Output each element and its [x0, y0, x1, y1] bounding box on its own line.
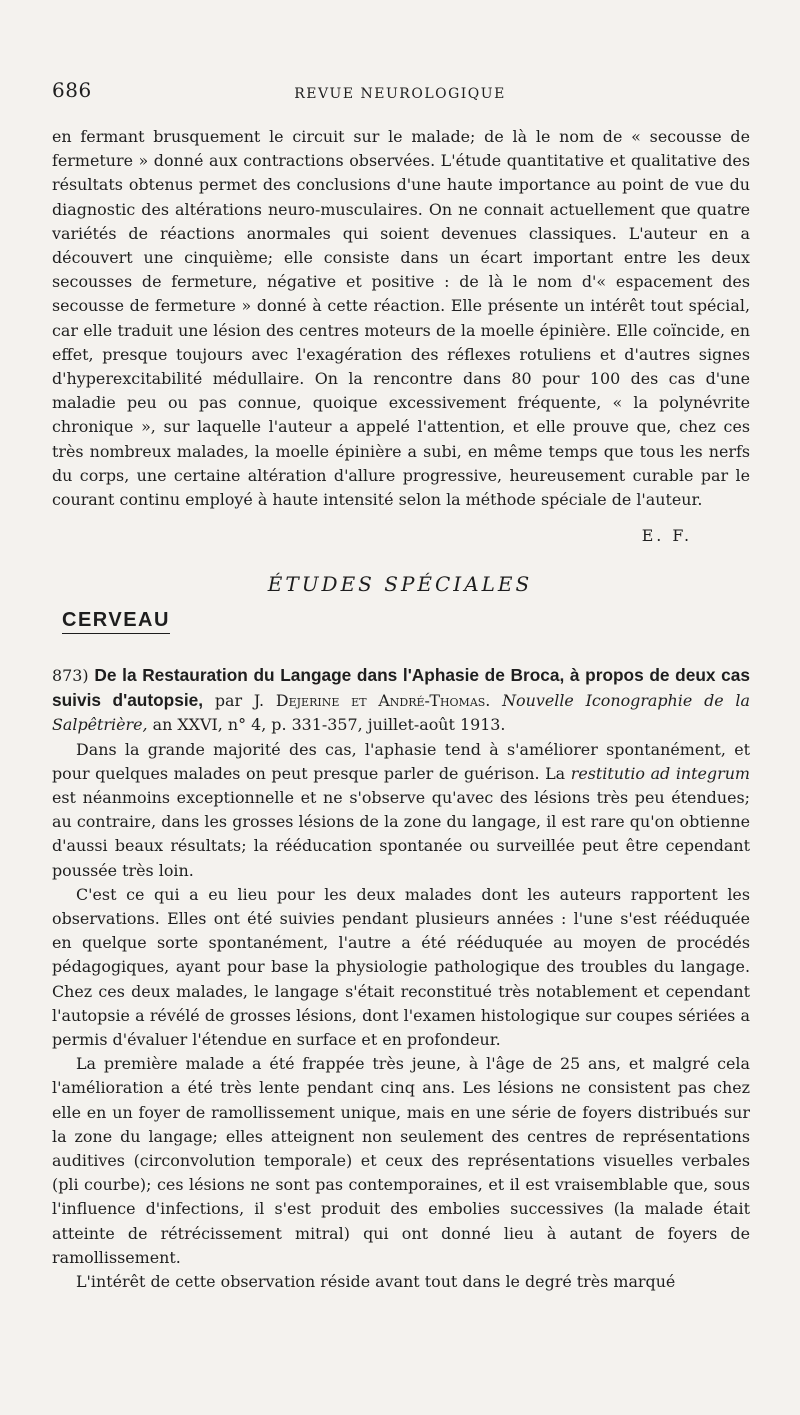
body-paragraph-3: La première malade a été frappée très jeune, à l'âge de 25 ans, et malgré cela l'amélioration a été très lente pendant cinq ans. Les lésions ne consistent pas chez elle en un foyer de ramollissement unique, mais en une série de foyers distribués sur la zone du langage; elles atteignent non seulement des centres de représentations auditives (circonvolution temporale) et ceux des représentations visuelles verbales (pli courbe); ces lésions ne sont pas contemporaines, et il est vraisemblable que, sous l'influence d'infections, il s'est produit des embolies successives (la malade était atteinte de rétrécissement mitral) qui ont donné lieu à autant de foyers de ramollissement.: [52, 1054, 750, 1267]
p1-text-a: Dans la grande majorité des cas, l'aphasie tend à s'améliorer spontanément, et pour quelques malades on peut presque parler de guérison. La: [52, 739, 750, 783]
body-paragraph-1: [52, 738, 750, 883]
page-header: [52, 78, 748, 102]
body-paragraph-2: C'est ce qui a eu lieu pour les deux malades dont les auteurs rapportent les observations. Elles ont été suivies pendant plusieurs années : l'une s'est rééduquée en quelque sorte spontanément, l'autre a été rééduquée au moyen de procédés pédagogiques, ayant pour base la physiologie pathologique des troubles du langage. Chez ces deux malades, le langage s'était reconstitué très notablement et cependant l'autopsie a révélé de grosses lésions, dont l'examen histologique sur coupes sériées a permis d'évaluer l'étendue en surface et en profondeur.: [52, 884, 750, 1050]
entry-citation: an XXVI, n° 4, p. 331-357, juillet-août 1913.: [152, 715, 506, 735]
entry-heading: [52, 663, 750, 738]
page-number: 686: [52, 78, 92, 102]
entry-authors: J. Dejerine et André-Thomas.: [253, 691, 491, 711]
p1-latin-phrase: restitutio ad integrum: [570, 763, 750, 783]
body-paragraph-4: L'intérêt de cette observation réside avant tout dans le degré très marqué: [76, 1272, 676, 1292]
abstract-entry: [52, 663, 750, 1294]
entry-journal: Nouvelle Iconographie de la Salpêtrière,: [52, 691, 750, 735]
entry-number: 873): [52, 666, 89, 685]
p1-text-b: est néanmoins exceptionnelle et ne s'observe qu'avec des lésions très peu étendues; au contraire, dans les grosses lésions de la zone du langage, il est rare qu'on obtienne d'aussi beaux résultats; la rééducation spontanée ou surveillée peut être cependant poussée très loin.: [52, 788, 750, 880]
intro-block: [52, 125, 750, 512]
intro-paragraph: en fermant brusquement le circuit sur le malade; de là le nom de « secousse de fermeture » donné aux contractions observées. L'étude quantitative et qualitative des résultats obtenus permet des conclusions d'une haute importance au point de vue du diagnostic des altérations neuro-musculaires. On ne connait actuellement que quatre variétés de réactions anormales qui soient devenues classiques. L'auteur en a découvert une cinquième; elle consiste dans un écart important entre les deux secousses de fermeture, négative et positive : de là le nom d'« espacement des secousse de fermeture » donné à cette réaction. Elle présente un intérêt tout spécial, car elle traduit une lésion des centres moteurs de la moelle épinière. Elle coïncide, en effet, presque toujours avec l'exagération des réflexes rotuliens et d'autres signes d'hyperexcitabilité médullaire. On la rencontre dans 80 pour 100 des cas d'une maladie peu ou pas connue, quoique excessivement fréquente, « la polynévrite chronique », sur laquelle l'auteur a appelé l'attention, et elle prouve que, chez ces très nombreux malades, la moelle épinière a subi, en même temps que tous les nerfs du corps, une certaine altération d'allure progressive, heureusement curable par le courant continu employé à haute intensité selon la méthode spéciale de l'auteur.: [52, 127, 750, 510]
entry-by: par: [214, 691, 243, 711]
running-title: REVUE NEUROLOGIQUE: [294, 86, 506, 102]
signature: E. F.: [641, 526, 692, 545]
category-heading: CERVEAU: [62, 609, 170, 634]
entry-title: De la Restauration du Langage dans l'Aphasie de Broca, à propos de deux cas suivis d'autopsie,: [52, 665, 750, 711]
section-title: ÉTUDES SPÉCIALES: [267, 572, 533, 596]
